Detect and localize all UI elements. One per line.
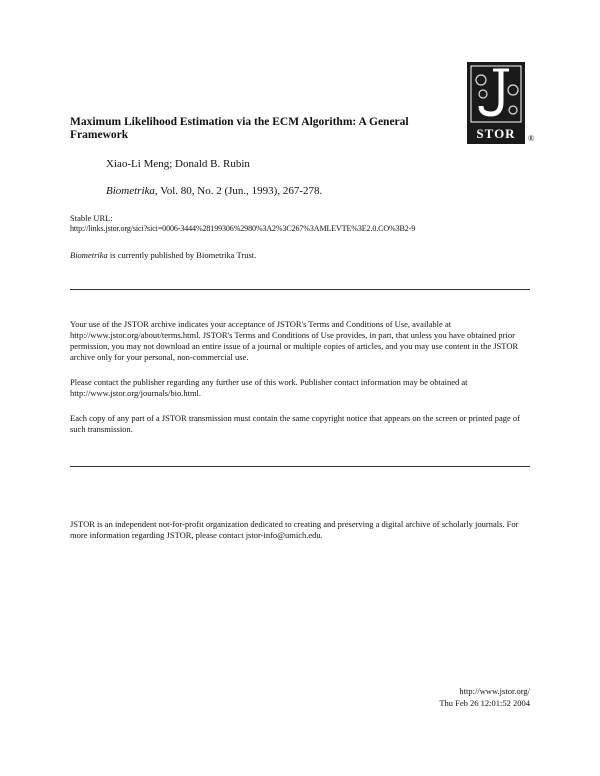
jstor-ornament-icon <box>467 62 525 126</box>
divider-top <box>70 289 530 290</box>
footer-date: Thu Feb 26 12:01:52 2004 <box>439 698 530 708</box>
terms-paragraph: Your use of the JSTOR archive indicates your acceptance of JSTOR's Terms and Conditions of Use, available at http://www.jstor.org/about/terms.html. JSTOR's Terms and Conditions of Use provides, in part, that unless you have obtained prior permission, you may not download an entire issue of a journal or multiple copies of articles, and you may use content in the JSTOR archive only for your personal, non-commercial use. <box>70 319 519 362</box>
publisher-statement <box>70 250 256 260</box>
stable-url-link[interactable]: http://links.jstor.org/sici?sici=0006-3444%28199306%2980%3A2%3C267%3AMLEVTE%3E2.0.CO%3B2-9 <box>70 224 416 233</box>
registered-mark: ® <box>528 134 535 143</box>
article-title: Maximum Likelihood Estimation via the ECM Algorithm: A General Framework <box>70 116 409 141</box>
article-citation <box>106 185 322 197</box>
stable-url-label: Stable URL: <box>70 213 113 223</box>
article-authors: Xiao-Li Meng; Donald B. Rubin <box>106 158 250 170</box>
publisher-text: is currently published by Biometrika Trust. <box>107 250 257 260</box>
citation-details: , Vol. 80, No. 2 (Jun., 1993), 267-278. <box>154 185 323 197</box>
publisher-journal: Biometrika <box>70 250 108 260</box>
divider-bottom <box>70 466 530 467</box>
contact-paragraph: Please contact the publisher regarding any further use of this work. Publisher contact information may be obtained at http://www.jstor.org/journals/bio.html. <box>70 377 468 398</box>
citation-journal: Biometrika <box>106 185 155 197</box>
footer-url[interactable]: http://www.jstor.org/ <box>459 686 530 696</box>
copy-paragraph: Each copy of any part of a JSTOR transmission must contain the same copyright notice that appears on the screen or printed page of such transmission. <box>70 413 520 434</box>
about-paragraph: JSTOR is an independent not-for-profit organization dedicated to creating and preserving a digital archive of scholarly journals. For more information regarding JSTOR, please contact jstor-info@umich.edu. <box>70 519 519 540</box>
jstor-logo-text: STOR <box>476 126 516 141</box>
